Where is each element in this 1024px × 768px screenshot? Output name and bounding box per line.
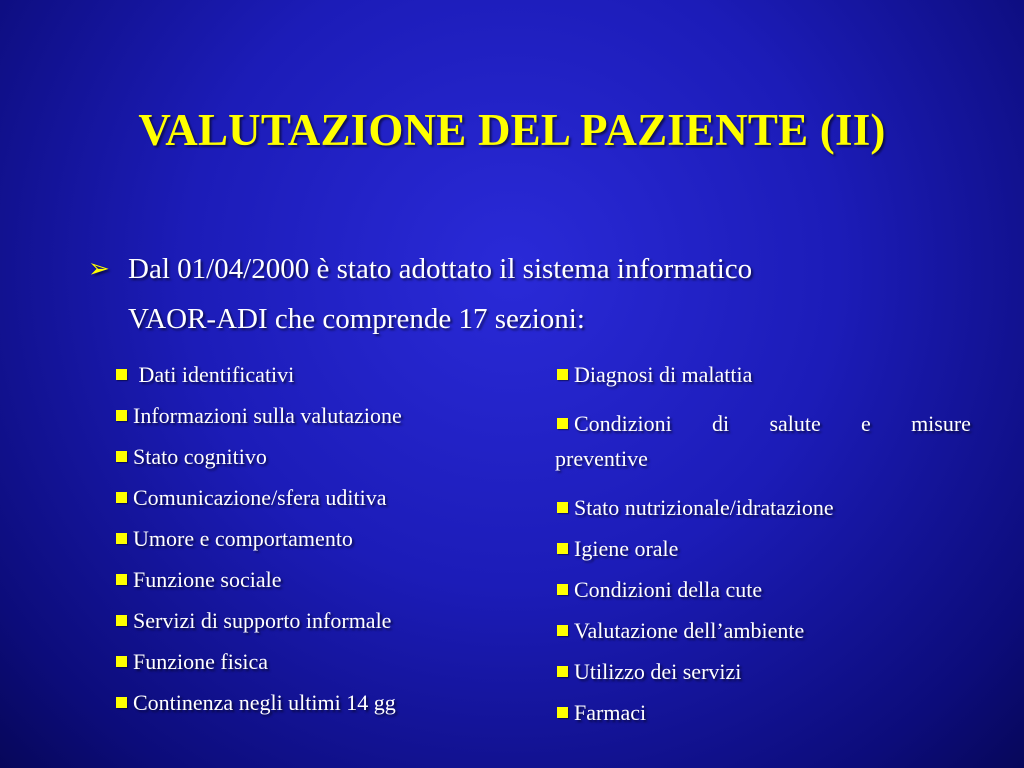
square-bullet-icon	[116, 615, 127, 626]
slide-title: VALUTAZIONE DEL PAZIENTE (II)	[138, 105, 886, 155]
square-bullet-icon	[116, 574, 127, 585]
list-item: Stato nutrizionale/idratazione	[557, 495, 834, 521]
square-bullet-icon	[116, 697, 127, 708]
list-item: Continenza negli ultimi 14 gg	[116, 690, 396, 716]
square-bullet-icon	[557, 543, 568, 554]
square-bullet-icon	[116, 451, 127, 462]
square-bullet-icon	[557, 369, 568, 380]
list-item: Dati identificativi	[116, 362, 294, 388]
list-item: Diagnosi di malattia	[557, 362, 752, 388]
intro-line-2: VAOR-ADI che comprende 17 sezioni:	[128, 303, 585, 335]
square-bullet-icon	[116, 410, 127, 421]
list-item: Condizioni di salute e misure preventive	[555, 411, 971, 471]
square-bullet-icon	[557, 502, 568, 513]
list-item: Funzione fisica	[116, 649, 268, 675]
square-bullet-icon	[557, 707, 568, 718]
square-bullet-icon	[116, 492, 127, 503]
list-item: Umore e comportamento	[116, 526, 353, 552]
justified-line: Condizioni di salute e misure	[557, 411, 971, 437]
intro-paragraph	[88, 244, 908, 344]
intro-line-1: Dal 01/04/2000 è stato adottato il sistema informatico	[128, 253, 753, 285]
list-item: Valutazione dell’ambiente	[557, 618, 804, 644]
list-item: Servizi di supporto informale	[116, 608, 391, 634]
square-bullet-icon	[557, 584, 568, 595]
arrow-bullet-icon: ➢	[88, 254, 110, 283]
list-item: Informazioni sulla valutazione	[116, 403, 402, 429]
list-item: Stato cognitivo	[116, 444, 267, 470]
square-bullet-icon	[557, 666, 568, 677]
list-item: Funzione sociale	[116, 567, 281, 593]
list-item: Igiene orale	[557, 536, 678, 562]
square-bullet-icon	[557, 418, 568, 429]
square-bullet-icon	[116, 656, 127, 667]
square-bullet-icon	[116, 533, 127, 544]
list-item: Comunicazione/sfera uditiva	[116, 485, 387, 511]
list-item: Utilizzo dei servizi	[557, 659, 741, 685]
square-bullet-icon	[116, 369, 127, 380]
square-bullet-icon	[557, 625, 568, 636]
list-item: Condizioni della cute	[557, 577, 762, 603]
list-item: Farmaci	[557, 700, 646, 726]
